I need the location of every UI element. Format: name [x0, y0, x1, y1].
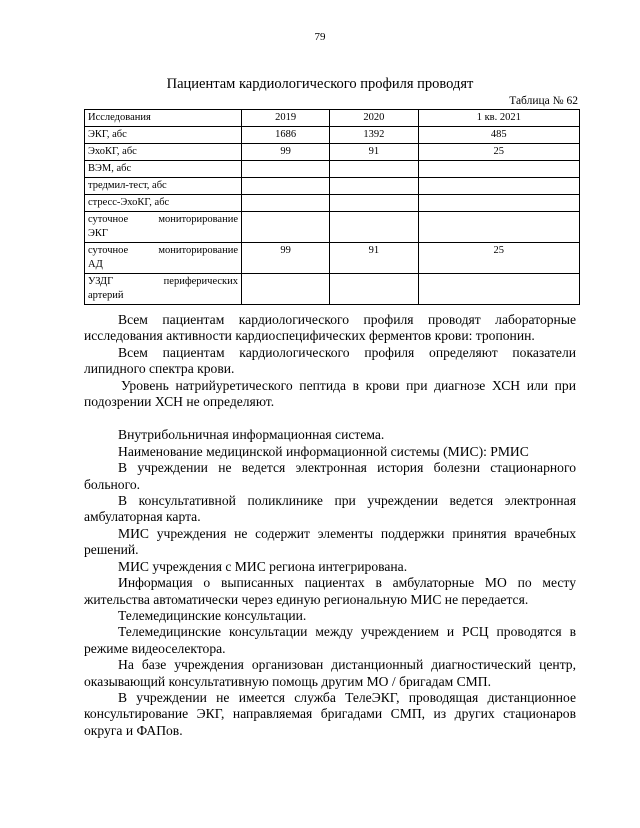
- paragraph: В учреждении не имеется служба ТелеЭКГ, проводящая дистанционное консультирование ЭКГ, направляемая бригадами СМП, из других стационаров округа и ФАПов.: [84, 689, 576, 738]
- paragraph: Информация о выписанных пациентах в амбулаторные МО по месту жительства автоматически через единую региональную МИС не передается.: [84, 575, 576, 607]
- row-label: УЗДГ периферических артерий: [85, 274, 242, 305]
- table-cell: [330, 161, 418, 178]
- row-label: суточное мониторирование АД: [85, 243, 242, 274]
- table-row: [85, 161, 580, 178]
- table-cell: [418, 178, 579, 195]
- table-cell: [418, 161, 579, 178]
- table-row: [85, 274, 580, 305]
- page-number: 79: [314, 31, 326, 43]
- row-label: ЭхоКГ, абс: [85, 144, 242, 161]
- table-header-row: [85, 110, 580, 127]
- column-header: 2020: [330, 110, 418, 127]
- paragraph: На базе учреждения организован дистанционный диагностический центр, оказывающий консультативную помощь другим МО / бригадам СМП.: [84, 657, 576, 689]
- table-cell: [330, 178, 418, 195]
- table-cell: 99: [242, 243, 330, 274]
- table-cell: [330, 195, 418, 212]
- table-row: [85, 144, 580, 161]
- table-row: [85, 195, 580, 212]
- table-cell: 25: [418, 144, 579, 161]
- paragraph: Уровень натрийуретического пептида в крови при диагнозе ХСН или при подозрении ХСН не определяют.: [84, 377, 576, 410]
- table-cell: 25: [418, 243, 579, 274]
- table-cell: [418, 274, 579, 305]
- body-text: [84, 312, 576, 739]
- row-label: ВЭМ, абс: [85, 161, 242, 178]
- table-cell: [330, 274, 418, 305]
- table-cell: [242, 161, 330, 178]
- table-row: [85, 127, 580, 144]
- paragraph: Наименование медицинской информационной системы (МИС): РМИС: [118, 443, 529, 459]
- studies-table: [84, 109, 580, 305]
- table-cell: [242, 212, 330, 243]
- row-label: ЭКГ, абс: [85, 127, 242, 144]
- table-cell: 99: [242, 144, 330, 161]
- table-cell: [242, 274, 330, 305]
- table-cell: [242, 178, 330, 195]
- row-label: суточное мониторирование ЭКГ: [85, 212, 242, 243]
- table-cell: [418, 195, 579, 212]
- table-row: [85, 212, 580, 243]
- row-label: тредмил-тест, абс: [85, 178, 242, 195]
- table-cell: 1686: [242, 127, 330, 144]
- paragraph: Внутрибольничная информационная система.: [118, 427, 385, 443]
- paragraph: МИС учреждения с МИС региона интегрирована.: [118, 558, 408, 574]
- paragraph: В консультативной поликлинике при учреждении ведется электронная амбулаторная карта.: [84, 493, 576, 525]
- row-label: стресс-ЭхоКГ, абс: [85, 195, 242, 212]
- table-cell: [418, 212, 579, 243]
- table-row: [85, 243, 580, 274]
- table-row: [85, 178, 580, 195]
- column-header: 1 кв. 2021: [418, 110, 579, 127]
- paragraph: Телемедицинские консультации.: [118, 607, 307, 623]
- column-header: 2019: [242, 110, 330, 127]
- column-header: Исследования: [85, 110, 242, 127]
- paragraph: В учреждении не ведется электронная история болезни стационарного больного.: [84, 460, 576, 492]
- table-cell: 91: [330, 243, 418, 274]
- paragraph: МИС учреждения не содержит элементы поддержки принятия врачебных решений.: [84, 525, 576, 558]
- table-cell: [330, 212, 418, 243]
- paragraph: Всем пациентам кардиологического профиля определяют показатели липидного спектра крови.: [84, 344, 576, 377]
- table-cell: 91: [330, 144, 418, 161]
- table-cell: [242, 195, 330, 212]
- table-caption: Таблица № 62: [509, 95, 578, 107]
- table-cell: 485: [418, 127, 579, 144]
- paragraph: Телемедицинские консультации между учреждением и РСЦ проводятся в режиме видеоселектора.: [84, 624, 576, 656]
- table-cell: 1392: [330, 127, 418, 144]
- paragraph: Всем пациентам кардиологического профиля проводят лабораторные исследования активности кардиоспецифических ферментов крови: тропонин.: [84, 312, 576, 344]
- table-title: Пациентам кардиологического профиля проводят: [166, 76, 474, 92]
